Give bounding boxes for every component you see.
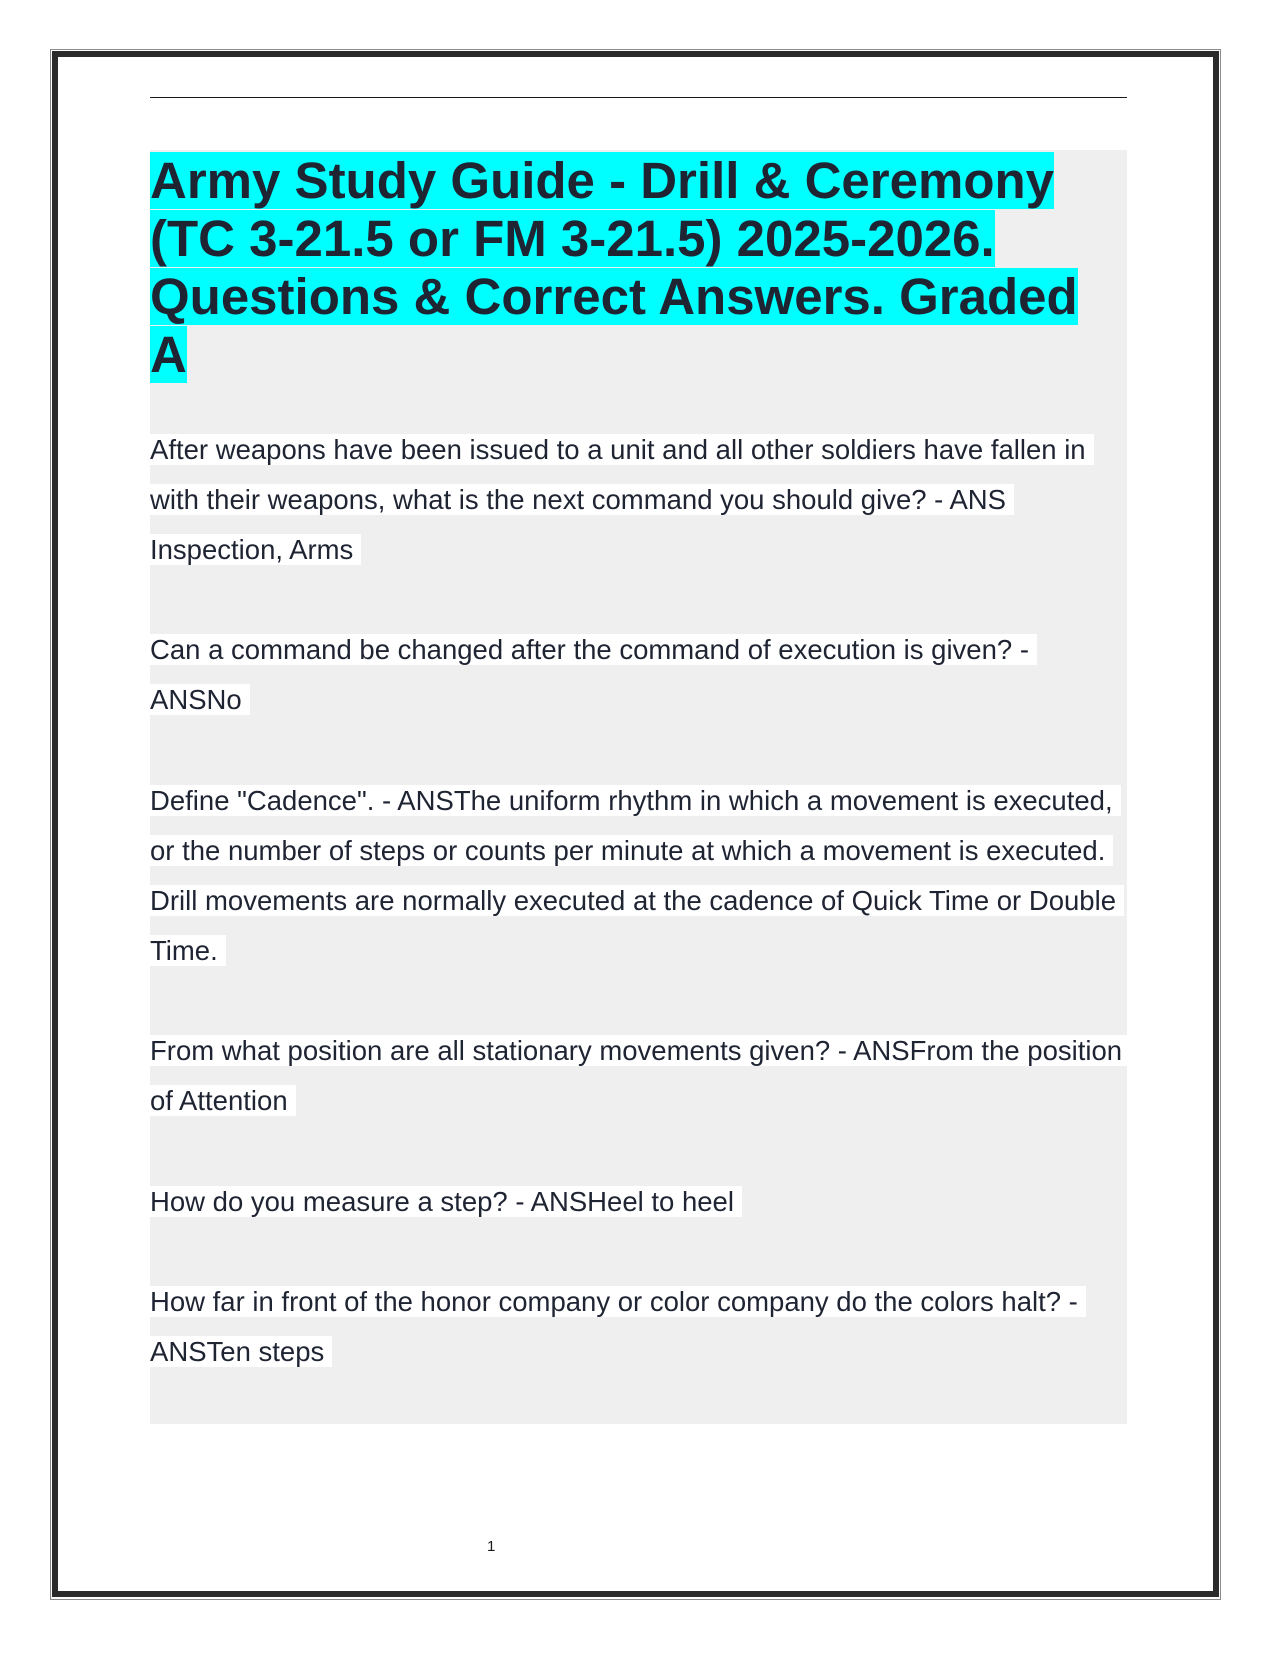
page-number: 1 — [487, 1538, 496, 1555]
qa-item-text: How do you measure a step? - ANSHeel to heel — [150, 1186, 742, 1217]
qa-item — [150, 625, 1127, 725]
qa-item-text: Define "Cadence". - ANSThe uniform rhythm in which a movement is executed, or the number of steps or counts per minute at which a movement is executed. Drill movements are normally executed at the cadence of Quick Time or Double Time. — [150, 785, 1124, 966]
qa-item-text: How far in front of the honor company or color company do the colors halt? - ANSTen steps — [150, 1286, 1086, 1367]
qa-item — [150, 776, 1127, 976]
qa-item-text: After weapons have been issued to a unit and all other soldiers have fallen in with their weapons, what is the next command you should give? - ANS Inspection, Arms — [150, 434, 1094, 565]
header-rule — [150, 97, 1127, 98]
qa-item — [150, 1177, 1127, 1227]
document-title-text: Army Study Guide - Drill & Ceremony (TC 3-21.5 or FM 3-21.5) 2025-2026. Questions & Correct Answers. Graded A — [150, 152, 1078, 383]
qa-item — [150, 425, 1127, 575]
qa-item — [150, 1277, 1127, 1377]
qa-item-text: Can a command be changed after the command of execution is given? - ANSNo — [150, 634, 1037, 715]
qa-item — [150, 1026, 1127, 1126]
qa-item-text: From what position are all stationary movements given? - ANSFrom the position of Attention — [150, 1035, 1130, 1116]
document-title — [150, 152, 1110, 384]
